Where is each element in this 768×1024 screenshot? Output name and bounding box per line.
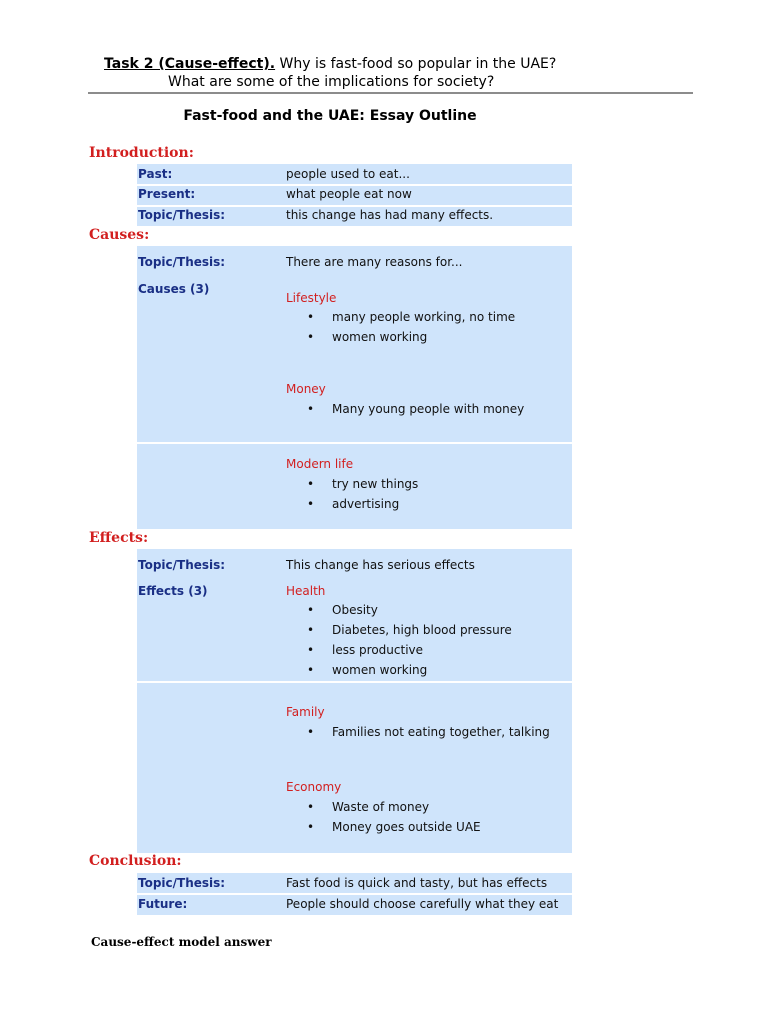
- row-divider: [137, 184, 572, 186]
- task-question-2: What are some of the implications for society?: [168, 74, 495, 90]
- introduction-heading: Introduction:: [89, 145, 194, 161]
- effects-heading: Effects:: [89, 530, 149, 546]
- intro-past-label: Past:: [138, 167, 173, 181]
- conclusion-future-value: People should choose carefully what they eat: [286, 897, 559, 911]
- intro-past-value: people used to eat...: [286, 167, 410, 181]
- causes-thesis-value: There are many reasons for...: [286, 255, 463, 269]
- causes-table: Topic/Thesis: There are many reasons for... Causes (3) Lifestyle many people working, no time women working Money Many young people with money Modern life try new things advertising: [137, 246, 572, 529]
- effects-count-label: Effects (3): [138, 584, 208, 598]
- effect-family-title: Family: [286, 705, 325, 719]
- intro-present-value: what people eat now: [286, 187, 412, 201]
- conclusion-table: [137, 873, 572, 915]
- intro-present-label: Present:: [138, 187, 196, 201]
- effects-thesis-label: Topic/Thesis:: [138, 558, 226, 572]
- causes-count-label: Causes (3): [138, 282, 210, 296]
- effect-health-title: Health: [286, 584, 326, 598]
- header-divider: [88, 92, 693, 94]
- cause-modern-life-title: Modern life: [286, 457, 354, 471]
- row-divider: [137, 442, 572, 444]
- effects-thesis-value: This change has serious effects: [286, 558, 475, 572]
- row-divider: [137, 205, 572, 207]
- conclusion-thesis-label: Topic/Thesis:: [138, 876, 226, 890]
- causes-thesis-label: Topic/Thesis:: [138, 255, 226, 269]
- causes-heading: Causes:: [89, 227, 150, 243]
- effect-economy-title: Economy: [286, 780, 342, 794]
- intro-thesis-label: Topic/Thesis:: [138, 208, 226, 222]
- cause-money-title: Money: [286, 382, 326, 396]
- introduction-table: [137, 164, 572, 226]
- row-divider: [137, 681, 572, 683]
- task-question-1: Why is fast-food so popular in the UAE?: [279, 56, 557, 72]
- task-heading: [104, 56, 556, 72]
- conclusion-heading: Conclusion:: [89, 853, 182, 869]
- row-divider: [137, 893, 572, 895]
- footer-caption: Cause-effect model answer: [91, 935, 272, 949]
- conclusion-thesis-value: Fast food is quick and tasty, but has effects: [286, 876, 548, 890]
- conclusion-future-label: Future:: [138, 897, 188, 911]
- effects-table: Topic/Thesis: This change has serious effects Effects (3) Health Obesity Diabetes, high blood pressure less productive women working Family Families not eating together, talking Economy Waste of money Money goes outside UAE: [137, 549, 572, 853]
- outline-title: Fast-food and the UAE: Essay Outline: [183, 108, 477, 124]
- cause-lifestyle-title: Lifestyle: [286, 291, 337, 305]
- intro-thesis-value: this change has had many effects.: [286, 208, 494, 222]
- task-title: Task 2 (Cause-effect).: [104, 56, 276, 72]
